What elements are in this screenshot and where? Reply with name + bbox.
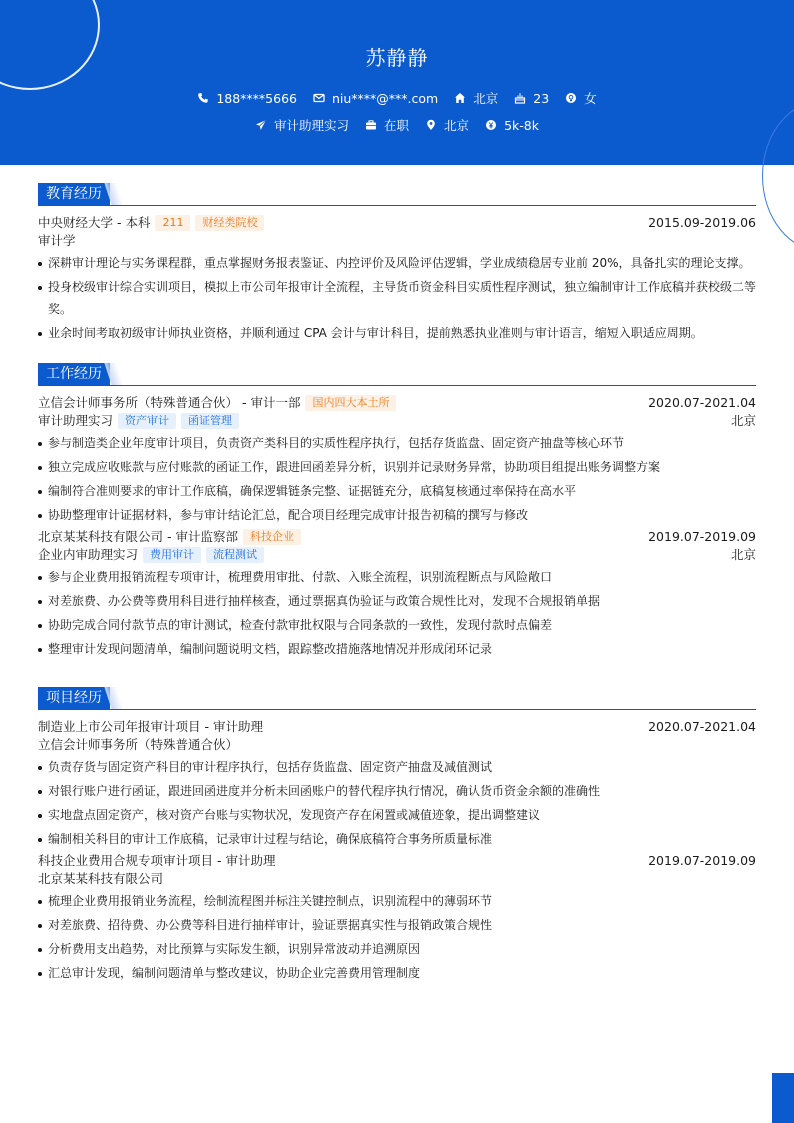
education-bullets: [38, 252, 756, 344]
phone-icon: [197, 92, 209, 104]
job-entry: [38, 394, 756, 526]
bullet-item: 实地盘点固定资产，核对资产台账与实物状况，发现资产存在闲置或减值迹象，提出调整建议: [38, 804, 756, 826]
location-pin-icon: [425, 119, 437, 131]
role-tag: 资产审计: [118, 413, 176, 429]
email-text: niu****@***.com: [331, 90, 439, 106]
bullet-item: 对银行账户进行函证，跟进回函进度并分析未回函账户的替代程序执行情况，确认货币资金余额的准确性: [38, 780, 756, 802]
salary-text: 5k-8k: [504, 117, 539, 133]
school-tag: 211: [155, 215, 190, 231]
company-tag: 国内四大本土所: [305, 395, 396, 411]
bullet-item: 整理审计发现问题清单，编制问题说明文档，跟踪整改措施落地情况并形成闭环记录: [38, 638, 756, 660]
education-entry-header: [38, 214, 756, 232]
job-location: 北京: [730, 413, 756, 428]
major: 审计学: [38, 233, 76, 248]
job-location: 北京: [730, 547, 756, 562]
bullet-item: 协助完成合同付款节点的审计测试，检查付款审批权限与合同条款的一致性，发现付款时点偏差: [38, 614, 756, 636]
bullet-item: 负责存货与固定资产科目的审计程序执行，包括存货监盘、固定资产抽盘及减值测试: [38, 756, 756, 778]
bullet-item: 投身校级审计综合实训项目，模拟上市公司年报审计全流程，主导货币资金科目实质性程序测试，独立编制审计工作底稿并获校级二等奖。: [38, 276, 756, 320]
section-title: 教育经历: [38, 183, 110, 205]
target-city-item: [425, 116, 469, 134]
bullet-item: 梳理企业费用报销业务流程，绘制流程图并标注关键控制点，识别流程中的薄弱环节: [38, 890, 756, 912]
project-bullets: [38, 890, 756, 984]
candidate-name: 苏静静: [365, 46, 429, 70]
project-entry: [38, 718, 756, 850]
status-item: [365, 116, 409, 134]
project-date: 2020.07-2021.04: [648, 719, 756, 734]
bullet-item: 对差旅费、办公费等费用科目进行抽样核查，通过票据真伪验证与政策合规性比对，发现不合规报销单据: [38, 590, 756, 612]
email-item: [313, 91, 438, 106]
role-tag: 函证管理: [181, 413, 239, 429]
bullet-item: 独立完成应收账款与应付账款的函证工作，跟进回函差异分析，识别并记录财务异常，协助项目组提出账务调整方案: [38, 456, 756, 478]
decorative-corner-block: [772, 1073, 794, 1123]
bullet-item: 参与企业费用报销流程专项审计，梳理费用审批、付款、入账全流程，识别流程断点与风险敞口: [38, 566, 756, 588]
bullet-item: 汇总审计发现，编制问题清单与整改建议，协助企业完善费用管理制度: [38, 962, 756, 984]
school-tag: 财经类院校: [195, 215, 264, 231]
target-position-item: [255, 116, 349, 134]
home-icon: [454, 92, 466, 104]
phone-item: [197, 91, 297, 106]
job-role: 审计助理实习: [38, 413, 114, 428]
education-date: 2015.09-2019.06: [648, 215, 756, 230]
job-date: 2020.07-2021.04: [648, 395, 756, 410]
gender-icon: [565, 92, 577, 104]
projects-section-header: [38, 687, 756, 710]
bullet-item: 分析费用支出趋势，对比预算与实际发生额，识别异常波动并追溯原因: [38, 938, 756, 960]
bullet-item: 对差旅费、招待费、办公费等科目进行抽样审计，验证票据真实性与报销政策合规性: [38, 914, 756, 936]
bullet-item: 编制符合准则要求的审计工作底稿，确保逻辑链条完整、证据链充分，底稿复核通过率保持在高水平: [38, 480, 756, 502]
education-section: [38, 183, 756, 346]
project-org: 立信会计师事务所（特殊普通合伙）: [38, 737, 239, 752]
age-text: 23: [533, 90, 550, 106]
city-text: 北京: [473, 91, 499, 106]
job-intent-row: [0, 116, 794, 134]
salary-icon: [485, 119, 497, 131]
project-entry: [38, 852, 756, 984]
resume-header: [0, 0, 794, 165]
role-tag: 流程测试: [206, 547, 264, 563]
bullet-item: 编制相关科目的审计工作底稿，记录审计过程与结论，确保底稿符合事务所质量标准: [38, 828, 756, 850]
target-position-text: 审计助理实习: [274, 118, 350, 133]
role-tag: 费用审计: [143, 547, 201, 563]
city-item: [454, 89, 498, 107]
briefcase-icon: [365, 119, 377, 131]
job-role: 企业内审助理实习: [38, 547, 139, 562]
gender-text: 女: [584, 91, 597, 106]
gender-item: [565, 89, 597, 107]
salary-item: [485, 118, 539, 133]
company-name: 立信会计师事务所（特殊普通合伙） - 审计一部: [38, 395, 301, 410]
mail-icon: [313, 92, 325, 104]
job-entry: [38, 528, 756, 660]
age-item: [514, 91, 549, 106]
job-bullets: [38, 566, 756, 660]
bullet-item: 深耕审计理论与实务课程群，重点掌握财务报表鉴证、内控评价及风险评估逻辑，学业成绩稳居专业前 20%，具备扎实的理论支撑。: [38, 252, 756, 274]
project-name: 制造业上市公司年报审计项目 - 审计助理: [38, 719, 263, 734]
project-org: 北京某某科技有限公司: [38, 871, 164, 886]
projects-section: [38, 687, 756, 986]
section-title: 项目经历: [38, 687, 110, 709]
bullet-item: 参与制造类企业年度审计项目，负责资产类科目的实质性程序执行，包括存货监盘、固定资产抽盘等核心环节: [38, 432, 756, 454]
bullet-item: 协助整理审计证据材料，参与审计结论汇总，配合项目经理完成审计报告初稿的撰写与修改: [38, 504, 756, 526]
send-icon: [255, 119, 267, 131]
company-name: 北京某某科技有限公司 - 审计监察部: [38, 529, 238, 544]
company-tag: 科技企业: [243, 529, 301, 545]
education-section-header: [38, 183, 756, 206]
school-name: 中央财经大学 - 本科: [38, 215, 151, 230]
phone-text: 188****5666: [216, 90, 297, 106]
project-name: 科技企业费用合规专项审计项目 - 审计助理: [38, 853, 276, 868]
job-date: 2019.07-2019.09: [648, 529, 756, 544]
target-city-text: 北京: [444, 118, 470, 133]
bullet-item: 业余时间考取初级审计师执业资格，并顺利通过 CPA 会计与审计科目，提前熟悉执业准则与审计语言，缩短入职适应周期。: [38, 322, 756, 344]
section-title: 工作经历: [38, 363, 110, 385]
status-text: 在职: [384, 118, 410, 133]
work-section-header: [38, 363, 756, 386]
work-section: [38, 363, 756, 662]
job-bullets: [38, 432, 756, 526]
project-bullets: [38, 756, 756, 850]
cake-icon: [514, 92, 526, 104]
contact-info-row: [0, 89, 794, 107]
project-date: 2019.07-2019.09: [648, 853, 756, 868]
